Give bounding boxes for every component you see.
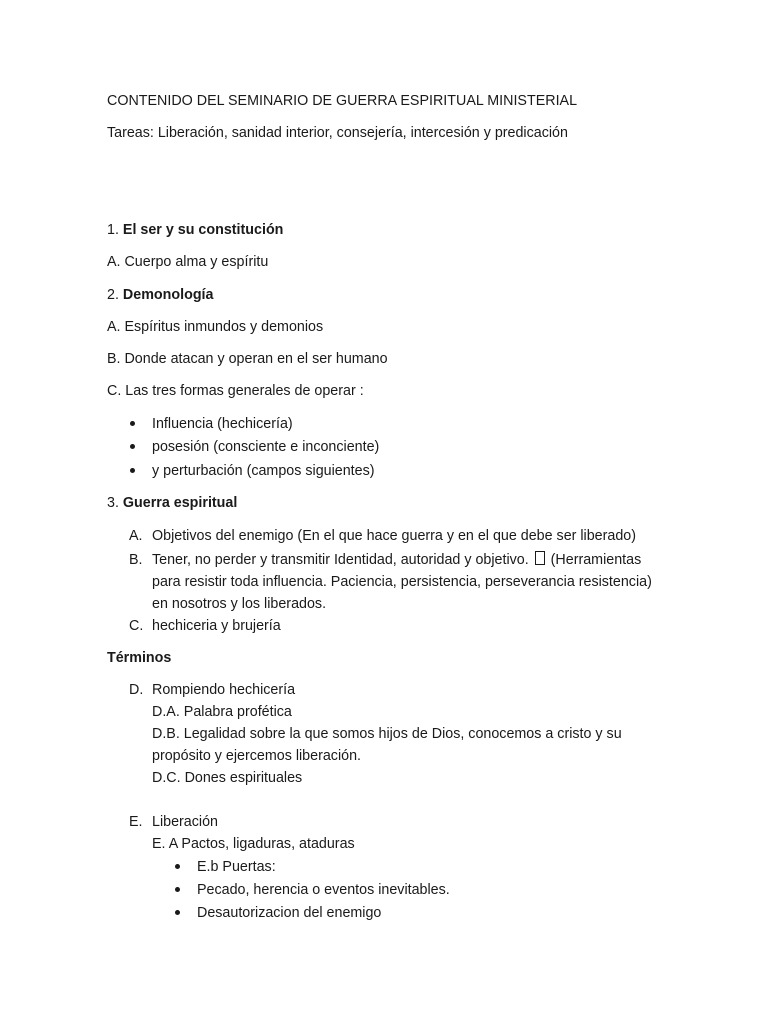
terms-item-e: Liberación [152, 814, 218, 830]
section-3-item-b-text-2: (Herramientas para resistir toda influencia. Paciencia, persistencia, perseverancia resistencia) en nosotros y los liberados. [152, 552, 652, 612]
terms-item-d: Rompiendo hechicería [152, 682, 296, 698]
section-1-heading [107, 220, 283, 240]
bullet-icon [130, 444, 135, 449]
bullet-icon [130, 468, 135, 473]
terms-heading: Términos [107, 650, 172, 666]
section-3-marker-a: A. [129, 528, 143, 544]
section-3-marker-c: C. [129, 618, 144, 634]
bullet-icon [130, 421, 135, 426]
terms-marker-e: E. [129, 814, 143, 830]
section-1-number: 1. [107, 222, 119, 238]
section-2-heading [107, 285, 213, 305]
terms-item-e-bullet-2: Pecado, herencia o eventos inevitables. [197, 882, 450, 898]
tasks-line: Tareas: Liberación, sanidad interior, consejería, intercesión y predicación [107, 125, 568, 141]
terms-item-d-sub-a: D.A. Palabra profética [152, 704, 292, 720]
section-2-bullet-3: y perturbación (campos siguientes) [152, 463, 375, 479]
missing-glyph-icon [535, 551, 545, 565]
bullet-icon [175, 864, 180, 869]
section-3-marker-b: B. [129, 552, 143, 568]
section-2-item-c: C. Las tres formas generales de operar : [107, 383, 364, 399]
document-title: CONTENIDO DEL SEMINARIO DE GUERRA ESPIRITUAL MINISTERIAL [107, 93, 578, 109]
section-3-number: 3. [107, 495, 119, 511]
terms-item-e-sub-a: E. A Pactos, ligaduras, ataduras [152, 836, 355, 852]
section-2-bullet-1: Influencia (hechicería) [152, 416, 293, 432]
section-3-title: Guerra espiritual [122, 495, 238, 511]
terms-marker-d: D. [129, 682, 144, 698]
section-2-title: Demonología [122, 287, 214, 303]
bullet-icon [175, 910, 180, 915]
terms-item-d-sub-c: D.C. Dones espirituales [152, 770, 303, 786]
terms-item-e-bullet-3: Desautorizacion del enemigo [197, 905, 382, 921]
section-3-item-b [152, 549, 662, 615]
section-3-item-b-text-1: Tener, no perder y transmitir Identidad, autoridad y objetivo. [152, 552, 529, 568]
section-1-title: El ser y su constitución [122, 222, 284, 238]
section-2-item-b: B. Donde atacan y operan en el ser humano [107, 351, 388, 367]
section-2-bullet-2: posesión (consciente e inconciente) [152, 439, 380, 455]
section-3-item-c: hechiceria y brujería [152, 618, 281, 634]
terms-item-e-bullet-1: E.b Puertas: [197, 859, 276, 875]
terms-item-d-sub-b: D.B. Legalidad sobre la que somos hijos de Dios, conocemos a cristo y su propósito y ejercemos liberación. [152, 726, 622, 764]
section-2-item-a: A. Espíritus inmundos y demonios [107, 319, 324, 335]
section-1-item-a: A. Cuerpo alma y espíritu [107, 254, 269, 270]
section-2-number: 2. [107, 287, 119, 303]
section-3-item-a: Objetivos del enemigo (En el que hace guerra y en el que debe ser liberado) [152, 528, 637, 544]
section-3-heading [107, 493, 237, 513]
bullet-icon [175, 887, 180, 892]
